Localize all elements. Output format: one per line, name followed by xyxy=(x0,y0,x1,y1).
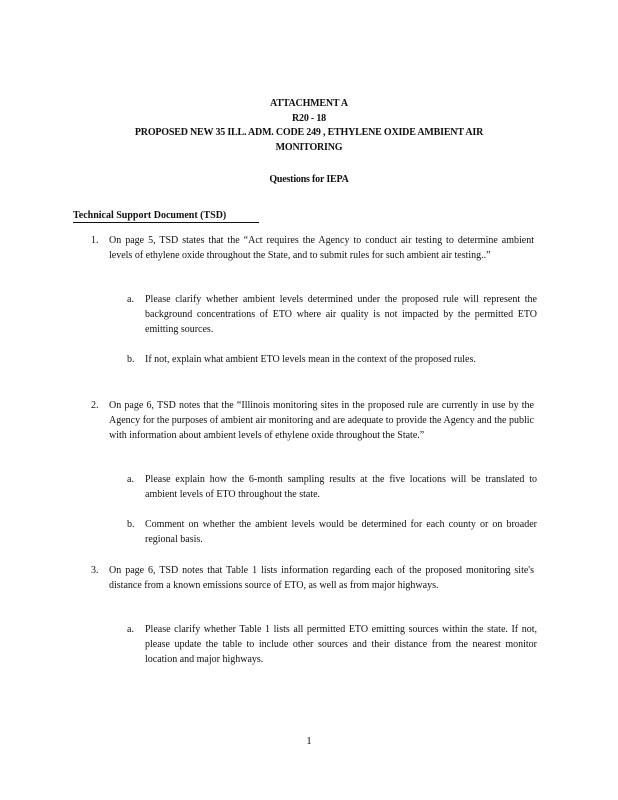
question-text: On page 6, TSD notes that Table 1 lists information regarding each of the proposed monitoring site's distance from a known emissions source of ETO, as well as from major highways. xyxy=(109,565,534,591)
sub-question-text: If not, explain what ambient ETO levels mean in the context of the proposed rules. xyxy=(145,354,476,365)
sub-question-text: Please clarify whether Table 1 lists all permitted ETO emitting sources within the state. If not, please update the table to include other sources and their distance from the nearest monitor location and major highways. xyxy=(145,624,537,665)
question-text: On page 6, TSD notes that the “Illinois monitoring sites in the proposed rule are currently in use by the Agency for the purposes of ambient air monitoring and are adequate to provide the Agency and the public with information about ambient levels of ethylene oxide throughout the State.” xyxy=(109,400,534,441)
sub-question-label: a. xyxy=(127,624,134,635)
document-title-line2: MONITORING xyxy=(275,142,343,153)
document-subtitle: Questions for IEPA xyxy=(269,174,349,185)
sub-question-label: a. xyxy=(127,294,134,305)
question-number: 2. xyxy=(91,400,99,411)
sub-question-label: b. xyxy=(127,354,135,365)
sub-question-text: Please explain how the 6-month sampling results at the five locations will be translated to ambient levels of ETO throughout the state. xyxy=(145,474,537,500)
section-heading: Technical Support Document (TSD) xyxy=(73,210,259,223)
question-number: 1. xyxy=(91,235,99,246)
question-text: On page 5, TSD states that the “Act requires the Agency to conduct air testing to determine ambient levels of ethylene oxide throughout the State, and to submit rules for such ambient air testing..” xyxy=(109,235,534,261)
document-title-line1: PROPOSED NEW 35 ILL. ADM. CODE 249 , ETHYLENE OXIDE AMBIENT AIR xyxy=(134,127,484,138)
question-number: 3. xyxy=(91,565,99,576)
sub-question-label: a. xyxy=(127,474,134,485)
sub-question-label: b. xyxy=(127,519,135,530)
sub-question-text: Please clarify whether ambient levels determined under the proposed rule will represent the background concentrations of ETO where air quality is not impacted by the permitted ETO emitting sources. xyxy=(145,294,537,335)
rule-number: R20 - 18 xyxy=(292,113,326,124)
attachment-heading: ATTACHMENT A xyxy=(270,98,348,109)
sub-question-text: Comment on whether the ambient levels would be determined for each county or on broader regional basis. xyxy=(145,519,537,545)
page-number: 1 xyxy=(306,735,312,747)
